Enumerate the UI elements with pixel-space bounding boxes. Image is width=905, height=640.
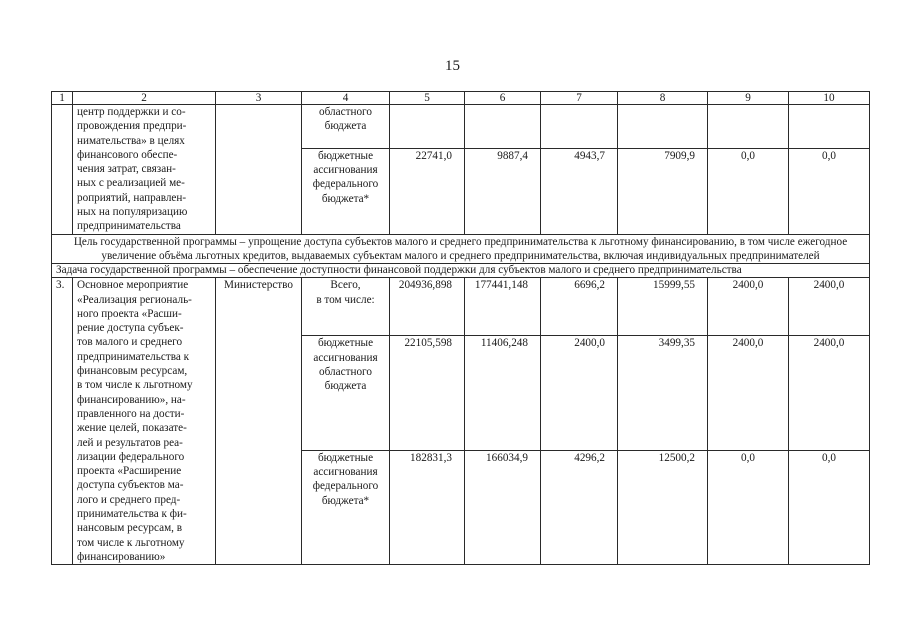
text-line: тов малого и среднего [77,336,183,349]
measure-name-cell [73,278,216,565]
row-number-cell [52,105,73,235]
text-line: бюджета [324,380,367,393]
measure-name-cell [73,105,216,235]
col-header: 1 [52,92,73,105]
text-line: бюджетные [317,451,374,464]
goal-row [52,234,870,264]
text-line: доступа субъектов ма- [77,479,184,492]
text-line: в том числе к льготному [77,379,193,392]
value-cell: 12500,2 [618,450,708,564]
value-cell: 2400,0 [708,278,789,336]
text-line: нансовым ресурсам, в [77,522,183,535]
value-cell: 0,0 [708,450,789,564]
text-line: роприятий, направлен- [77,191,187,204]
value-cell [789,105,870,149]
value-cell: 4296,2 [541,450,618,564]
text-line: бюджетные [317,337,374,350]
value-cell: 0,0 [708,148,789,234]
value-cell: 11406,248 [465,336,541,450]
text-line: ассигнования [313,164,378,176]
row-number-cell: 3. [52,278,73,565]
budget-table [51,91,870,565]
text-line: предпринимательства [77,220,181,233]
value-cell: 2400,0 [541,336,618,450]
funding-source-cell [302,336,390,450]
value-cell: 2400,0 [789,336,870,450]
text-line: чения затрат, связан- [77,163,176,176]
task-row [52,264,870,278]
text-line: ассигнования [313,351,378,364]
value-cell: 2400,0 [789,278,870,336]
text-line: правленного на дости- [77,407,185,420]
text-line: центр поддержки и со- [77,106,186,118]
value-cell: 7909,9 [618,148,708,234]
col-header: 6 [465,92,541,105]
text-line: Всего, [330,279,361,292]
text-line: областного [319,366,372,379]
col-header: 8 [618,92,708,105]
text-line: лого и среднего пред- [77,493,181,506]
value-cell: 204936,898 [390,278,465,336]
text-line: федерального [312,480,379,493]
text-line: ного проекта «Расши- [77,307,182,320]
col-header: 2 [73,92,216,105]
value-cell [541,105,618,149]
text-line: бюджета [324,120,367,133]
funding-source-cell [302,148,390,234]
value-cell: 22741,0 [390,148,465,234]
text-line: ных на популяризацию [77,206,188,219]
value-cell [618,105,708,149]
col-header: 3 [216,92,302,105]
page-number: 15 [445,58,460,74]
col-header: 9 [708,92,789,105]
text-line: проекта «Расширение [77,465,182,478]
value-cell: 22105,598 [390,336,465,450]
task-text: Задача государственной программы – обеспечение доступности финансовой поддержки для субъектов малого и среднего предпринимательства [52,264,870,278]
funding-source-cell [302,450,390,564]
text-line: финансированию», на- [77,393,186,406]
value-cell: 166034,9 [465,450,541,564]
funding-source-cell [302,278,390,336]
text-line: жение целей, показате- [77,422,187,435]
header-row [52,92,870,105]
text-line: бюджета* [321,494,370,507]
value-cell: 4943,7 [541,148,618,234]
value-cell: 6696,2 [541,278,618,336]
text-line: ассигнования [313,466,378,479]
text-line: принимательства к фи- [77,508,187,521]
text-line: том числе к льготному [77,536,185,549]
table-row [52,105,870,149]
value-cell: 2400,0 [708,336,789,450]
text-line: рение доступа субъек- [77,322,184,335]
funding-source-cell [302,105,390,149]
goal-text: Цель государственной программы – упрощение доступа субъектов малого и среднего предпринимательства к льготному финансированию, в том числе ежегодное увеличение объёма льготных кредитов, выдаваемых субъектам малого и среднего предпринимательства, включая индивидуальных предпринимателей [52,234,870,264]
value-cell: 0,0 [789,450,870,564]
text-line: «Реализация региональ- [77,293,192,306]
text-line: лизации федерального [77,450,185,463]
text-line: финансовым ресурсам, [77,365,188,378]
table-row [52,278,870,336]
text-line: предпринимательства к [77,350,190,363]
text-line: в том числе: [316,293,375,306]
executor-cell: Министерство [216,278,302,565]
value-cell [708,105,789,149]
text-line: областного [319,106,372,118]
value-cell: 0,0 [789,148,870,234]
col-header: 4 [302,92,390,105]
value-cell [390,105,465,149]
value-cell: 177441,148 [465,278,541,336]
text-line: бюджетные [317,149,374,162]
value-cell: 182831,3 [390,450,465,564]
text-line: финансового обеспе- [77,148,178,161]
text-line: лей и результатов реа- [77,436,183,449]
text-line: ных с реализацией ме- [77,177,185,190]
col-header: 10 [789,92,870,105]
value-cell: 9887,4 [465,148,541,234]
value-cell: 3499,35 [618,336,708,450]
text-line: федерального [312,178,379,191]
text-line: финансированию» [77,550,166,563]
executor-cell [216,105,302,235]
col-header: 7 [541,92,618,105]
value-cell [465,105,541,149]
text-line: бюджета* [321,192,370,205]
text-line: нимательства» в целях [77,134,185,147]
text-line: провождения предпри- [77,120,187,133]
value-cell: 15999,55 [618,278,708,336]
col-header: 5 [390,92,465,105]
text-line: Основное мероприятие [77,279,189,292]
